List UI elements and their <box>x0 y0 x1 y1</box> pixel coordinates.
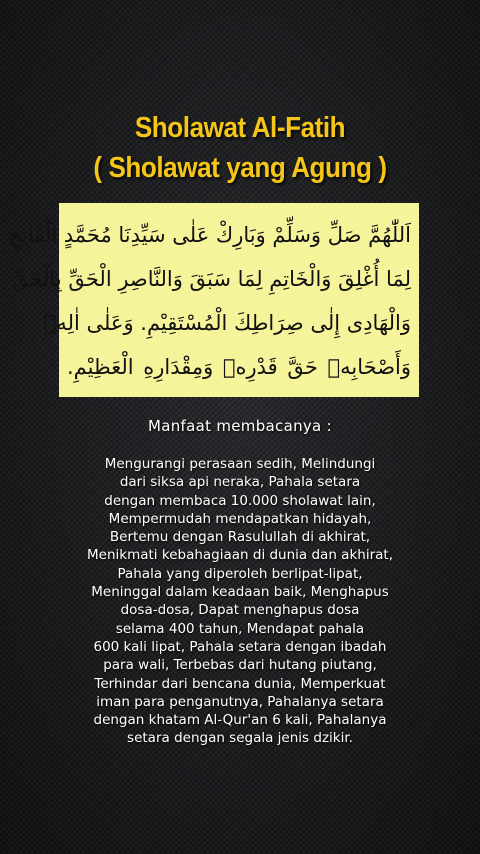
benefit-line: Terhindar dari bencana dunia, Memperkuat <box>94 675 386 692</box>
title-line-2: ( Sholawat yang Agung ) <box>93 152 387 184</box>
page-title <box>24 108 456 188</box>
benefit-line: dengan membaca 10.000 sholawat lain, <box>104 492 376 509</box>
benefit-line: iman para penganutnya, Pahalanya setara <box>96 693 384 710</box>
benefit-line: selama 400 tahun, Mendapat pahala <box>115 620 365 637</box>
benefit-line: dengan khatam Al-Qur'an 6 kali, Pahalanya <box>93 712 387 729</box>
benefits-text <box>40 455 440 748</box>
benefit-line: 600 kali lipat, Pahala setara dengan ibadah <box>93 638 387 655</box>
arabic-line-2: لِمَا أُغْلِقَ وَالْخَاتِمِ لِمَا سَبَقَ وَالنَّاصِرِ الْحَقِّ بِالْحَقِّ <box>11 267 411 291</box>
benefit-line: setara dengan segala jenis dzikir. <box>127 730 353 747</box>
benefit-line: para wali, Terbebas dari hutang piutang, <box>103 657 377 674</box>
arabic-line-4: وَأَصْحَابِهٖ حَقَّ قَدْرِهٖ وَمِقْدَارِهِ الْعَظِيْمِ. <box>67 355 411 379</box>
arabic-line-3: وَالْهَادِى إِلٰى صِرَاطِكَ الْمُسْتَقِيْمِ. وَعَلٰى اٰلِهٖ <box>43 311 411 335</box>
benefit-line: dari siksa api neraka, Pahala setara <box>119 474 361 491</box>
arabic-line-1: اَللّٰهُمَّ صَلِّ وَسَلِّمْ وَبَارِكْ عَلٰى سَيِّدِنَا مُحَمَّدٍ الْفَاتِحِ <box>8 223 411 247</box>
benefit-line: Pahala yang diperoleh berlipat-lipat, <box>117 565 363 582</box>
benefit-line: dosa-dosa, Dapat menghapus dosa <box>120 602 360 619</box>
benefits-heading: Manfaat membacanya : <box>148 417 332 435</box>
benefit-line: Mempermudah mendapatkan hidayah, <box>108 510 372 527</box>
title-line-1: Sholawat Al-Fatih <box>134 112 346 144</box>
benefit-line: Mengurangi perasaan sedih, Melindungi <box>104 456 376 472</box>
benefit-line: Meninggal dalam keadaan baik, Menghapus <box>91 584 389 601</box>
arabic-text-box <box>8 203 419 397</box>
benefit-line: Menikmati kebahagiaan di dunia dan akhirat, <box>87 547 393 564</box>
benefit-line: Bertemu dengan Rasulullah di akhirat, <box>109 529 371 546</box>
